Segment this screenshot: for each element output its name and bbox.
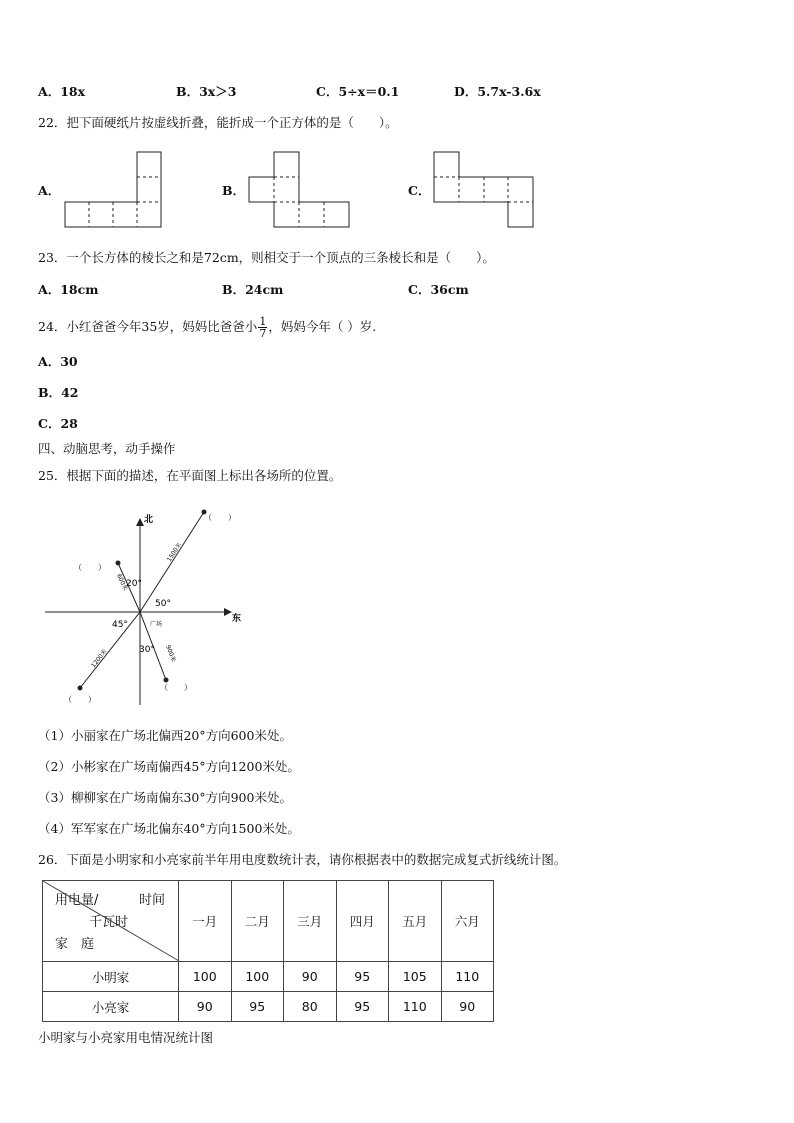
q25-item-1: （1）小丽家在广场北偏西20°方向600米处。 xyxy=(38,728,292,743)
table-header-row xyxy=(43,881,494,962)
q21-option-d: D．5.7x-3.6x xyxy=(454,84,541,99)
table-cell: 100 xyxy=(231,962,284,992)
table-cell: 90 xyxy=(179,992,232,1022)
north-label: 北 xyxy=(144,515,154,525)
q24-option-b: B．42 xyxy=(38,385,79,400)
q22-label-b: B． xyxy=(222,183,246,198)
east-label: 东 xyxy=(232,614,242,624)
electricity-usage-table xyxy=(42,880,494,1022)
q23-option-a: A．18cm xyxy=(38,282,99,297)
header-month-6: 六月 xyxy=(441,881,494,962)
section-4-title: 四、动脑思考，动手操作 xyxy=(38,441,176,456)
ray-south-west xyxy=(80,612,140,688)
point-south-west xyxy=(78,686,83,691)
table-cell: 80 xyxy=(284,992,337,1022)
table-cell: 95 xyxy=(336,962,389,992)
table-cell: 95 xyxy=(336,992,389,1022)
table-cell: 110 xyxy=(389,992,442,1022)
q25-item-3: （3）柳柳家在广场南偏东30°方向900米处。 xyxy=(38,790,292,805)
q24-option-c: C．28 xyxy=(38,416,78,431)
header-month-2: 二月 xyxy=(231,881,284,962)
q24-option-a: A．30 xyxy=(38,354,78,369)
q24-text-before: 24．小红爸爸今年35岁，妈妈比爸爸小 xyxy=(38,319,258,334)
table-cell: 105 xyxy=(389,962,442,992)
blank-north-west: （ ） xyxy=(74,563,106,572)
q25-question: 25．根据下面的描述，在平面图上标出各场所的位置。 xyxy=(38,468,342,483)
corner-usage-label: 用电量/ xyxy=(55,893,99,908)
angle-50: 50° xyxy=(155,599,171,609)
table-cell: 90 xyxy=(284,962,337,992)
angle-30: 30° xyxy=(139,645,155,655)
center-label: 广场 xyxy=(150,621,163,628)
q21-option-b: B．3x＞3 xyxy=(176,84,237,99)
table-cell: 110 xyxy=(441,962,494,992)
table-cell: 95 xyxy=(231,992,284,1022)
q23-question: 23．一个长方体的棱长之和是72cm，则相交于一个顶点的三条棱长和是（ ）。 xyxy=(38,250,495,265)
q21-option-c: C．5÷x＝0.1 xyxy=(316,84,400,99)
q24-question xyxy=(38,316,376,339)
table-cell: 100 xyxy=(179,962,232,992)
q21-option-a: A．18x xyxy=(38,84,86,99)
distance-1200: 1200米 xyxy=(90,648,109,670)
distance-1500: 1500米 xyxy=(165,541,184,564)
q24-fraction-numerator: 1 xyxy=(259,315,267,328)
corner-unit-label: 千瓦时 xyxy=(89,915,129,930)
table-row xyxy=(43,962,494,992)
q24-fraction xyxy=(258,316,267,339)
header-month-4: 四月 xyxy=(336,881,389,962)
point-north-west xyxy=(116,561,121,566)
blank-north-east: （ ） xyxy=(204,513,236,522)
row-family-name: 小明家 xyxy=(43,962,179,992)
q23-option-c: C．36cm xyxy=(408,282,469,297)
row-family-name: 小亮家 xyxy=(43,992,179,1022)
q26-question: 26．下面是小明家和小亮家前半年用电度数统计表，请你根据表中的数据完成复式折线统计图。 xyxy=(38,852,567,867)
blank-south-east: （ ） xyxy=(160,683,192,692)
q25-item-2: （2）小彬家在广场南偏西45°方向1200米处。 xyxy=(38,759,300,774)
angle-45: 45° xyxy=(112,620,128,630)
corner-time-label: 时间 xyxy=(139,893,166,908)
angle-20: 20° xyxy=(126,579,142,589)
q22-label-a: A． xyxy=(38,183,61,198)
q22-net-c xyxy=(0,0,794,240)
blank-south-west: （ ） xyxy=(64,695,96,704)
corner-family-label: 家 庭 xyxy=(55,937,95,952)
q22-question: 22．把下面硬纸片按虚线折叠，能折成一个正方体的是（ ）。 xyxy=(38,115,398,130)
header-month-3: 三月 xyxy=(284,881,337,962)
q24-text-after: ，妈妈今年（ ）岁. xyxy=(268,319,377,334)
q23-option-b: B．24cm xyxy=(222,282,284,297)
header-month-1: 一月 xyxy=(179,881,232,962)
q24-fraction-denominator: 7 xyxy=(259,327,267,340)
chart-title: 小明家与小亮家用电情况统计图 xyxy=(38,1030,214,1045)
table-corner-cell xyxy=(43,881,179,962)
table-row xyxy=(43,992,494,1022)
q22-label-c: C． xyxy=(408,183,431,198)
distance-900: 900米 xyxy=(164,644,177,664)
point-south-east xyxy=(164,678,169,683)
header-month-5: 五月 xyxy=(389,881,442,962)
table-cell: 90 xyxy=(441,992,494,1022)
q25-item-4: （4）军军家在广场北偏东40°方向1500米处。 xyxy=(38,821,300,836)
distance-600: 600米 xyxy=(115,572,129,592)
q25-direction-diagram xyxy=(0,500,260,710)
